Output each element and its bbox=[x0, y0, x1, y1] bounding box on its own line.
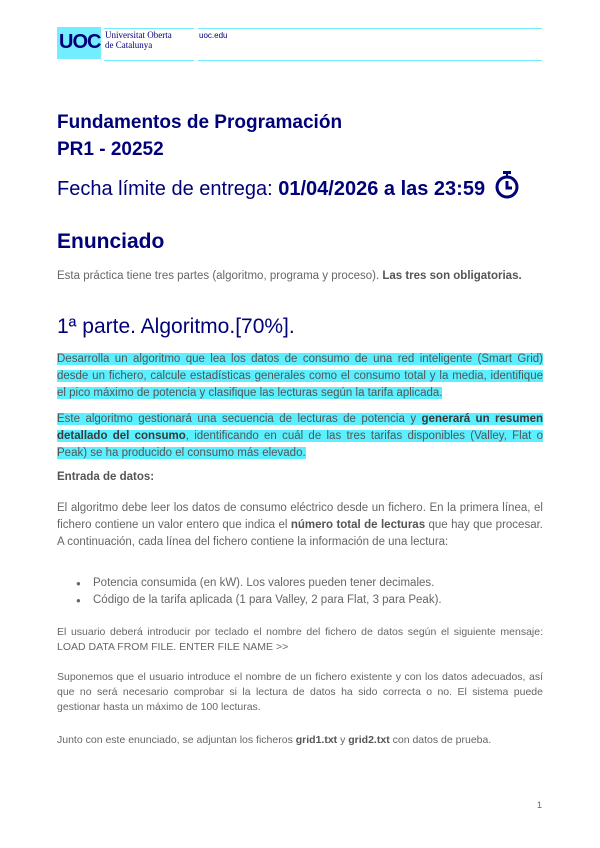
highlight-text-1: Desarrolla un algoritmo que lea los datos de consumo de una red inteligente (Smart Grid) desde un fichero, calcule estadísticas generales como el consumo total y la media, identifique el pico máximo de potencia y clasifique las lecturas según la tarifa aplicada. bbox=[57, 353, 543, 399]
university-name-line2: de Catalunya bbox=[105, 40, 153, 50]
part1-heading: 1ª parte. Algoritmo.[70%]. bbox=[57, 315, 295, 338]
attachments-paragraph bbox=[57, 733, 543, 748]
input-text-a: El algoritmo debe leer los datos de consumo eléctrico desde un fichero. En la primera línea, el fichero contiene un valor entero que indica el bbox=[57, 502, 543, 531]
section-heading: Enunciado bbox=[57, 230, 165, 253]
assignment-code: PR1 - 20252 bbox=[57, 139, 164, 160]
deadline-label: Fecha límite de entrega: bbox=[57, 178, 279, 200]
attach-text-c: con datos de prueba. bbox=[389, 734, 492, 746]
user-paragraph: El usuario deberá introducir por teclado el nombre del fichero de datos según el siguiente mensaje: LOAD DATA FROM FILE. ENTER FILE NAME >> bbox=[57, 626, 543, 653]
attach-file1: grid1.txt bbox=[295, 734, 338, 746]
input-paragraph bbox=[57, 500, 543, 551]
university-name bbox=[105, 30, 195, 50]
highlight-paragraph-2 bbox=[57, 411, 543, 462]
highlight-text-2b: , identificando en cuál de las tres tarifas disponibles (Valley, Flat o Peak) se ha producido el consumo más elevado. bbox=[57, 430, 543, 459]
intro-text: Esta práctica tiene tres partes (algoritmo, programa y proceso). bbox=[57, 270, 383, 282]
list-item: ● Código de la tarifa aplicada (1 para Valley, 2 para Flat, 3 para Peak). bbox=[76, 592, 442, 609]
assumption-paragraph: Suponemos que el usuario introduce el nombre de un fichero existente y con los datos adecuados, así que no será necesario comprobar si la lectura de datos ha sido correcta o no. El sistema puede gestionar hasta un máximo de 100 lecturas. bbox=[57, 671, 543, 713]
page-number: 1 bbox=[537, 800, 543, 810]
university-name-line1: Universitat Oberta bbox=[105, 30, 172, 40]
uoc-logo-text: UOC bbox=[59, 31, 101, 53]
attach-text-b: y bbox=[337, 734, 349, 746]
input-heading: Entrada de datos: bbox=[57, 471, 155, 483]
input-text-bold: número total de lecturas bbox=[290, 519, 426, 531]
header-rule bbox=[198, 28, 542, 29]
deadline-value: 01/04/2026 a las 23:59 bbox=[278, 178, 486, 200]
header-rule bbox=[104, 60, 194, 61]
domain-link[interactable]: uoc.edu bbox=[199, 31, 228, 40]
header-rule bbox=[198, 60, 542, 61]
header-rule bbox=[104, 28, 194, 29]
attach-file2: grid2.txt bbox=[348, 734, 390, 746]
highlight-paragraph-1 bbox=[57, 351, 543, 402]
intro-paragraph bbox=[57, 268, 543, 285]
attach-text-a: Junto con este enunciado, se adjuntan los ficheros bbox=[57, 734, 296, 746]
highlight-text-2a: Este algoritmo gestionará una secuencia de lecturas de potencia y bbox=[57, 413, 422, 425]
stopwatch-icon bbox=[493, 170, 521, 200]
intro-bold: Las tres son obligatorias. bbox=[382, 270, 522, 282]
deadline bbox=[57, 178, 485, 201]
input-text-b: que hay que procesar. A continuación, cada línea del fichero contiene la información de una lectura: bbox=[57, 519, 543, 548]
list-item: ● Potencia consumida (en kW). Los valores pueden tener decimales. bbox=[76, 575, 442, 592]
course-title: Fundamentos de Programación bbox=[57, 112, 343, 133]
bullet-list bbox=[76, 575, 442, 609]
highlight-text-2-bold: generará un resumen detallado del consumo bbox=[57, 413, 543, 442]
